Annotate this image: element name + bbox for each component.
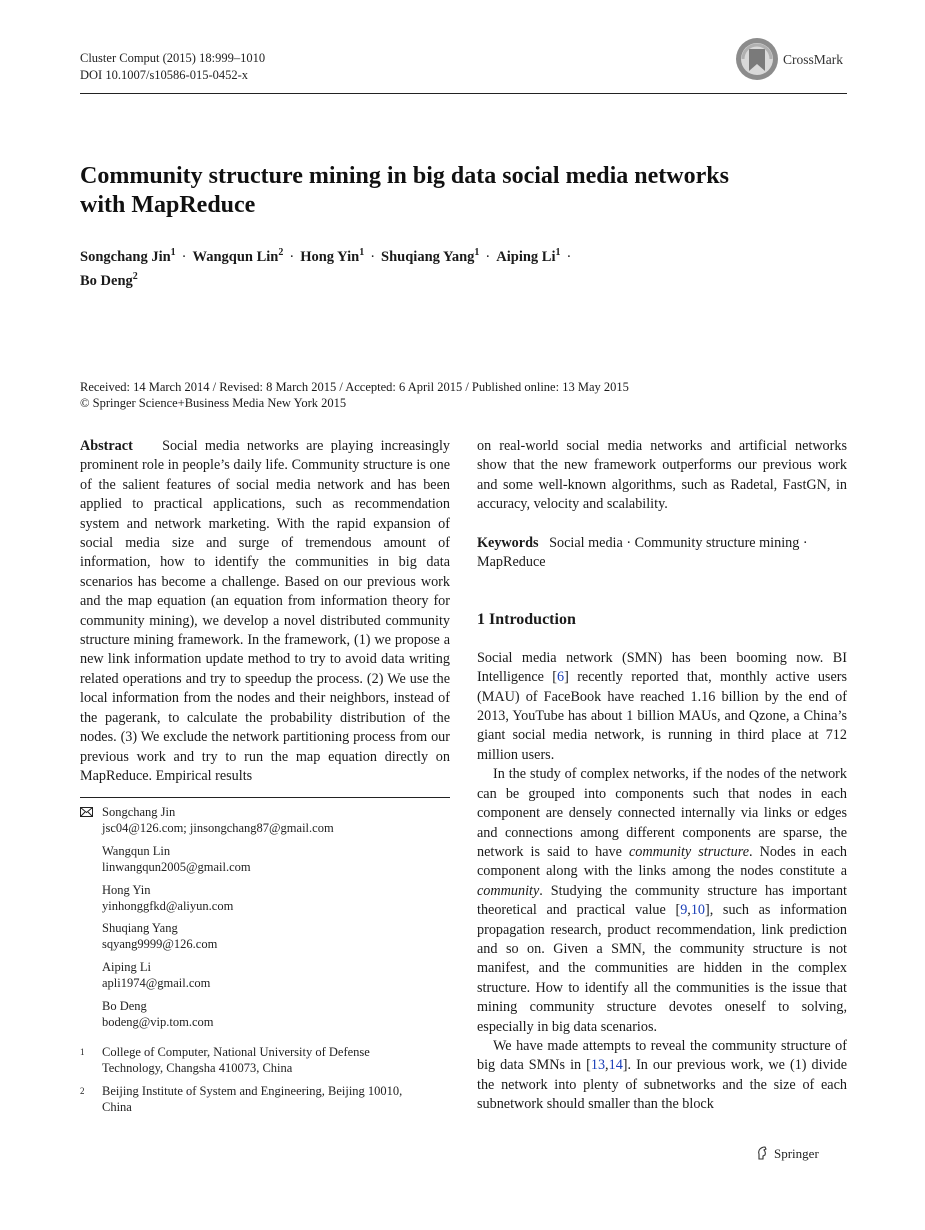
citation-link[interactable]: 14 (608, 1057, 623, 1074)
author-list (80, 243, 840, 291)
affiliation-number: 2 (80, 1086, 85, 1096)
author-line-2 (80, 267, 840, 291)
author[interactable]: Shuqiang Yang$^1$ (381, 247, 480, 265)
contact-email[interactable]: linwangqun2005@gmail.com (102, 859, 251, 874)
author[interactable]: Hong Yin$^1$ (300, 247, 365, 265)
publication-history (80, 379, 629, 411)
contact-email[interactable]: yinhonggfkd@aliyun.com (102, 898, 234, 913)
contact-name: Bo Deng (102, 999, 147, 1013)
abstract (80, 437, 450, 786)
contact-email[interactable]: sqyang9999@126.com (102, 936, 218, 951)
keywords-label: Keywords (477, 534, 539, 551)
separator: · (181, 248, 187, 265)
contact-name: Aiping Li (102, 960, 151, 974)
springer-footer (757, 1146, 819, 1162)
contact-entry (102, 960, 210, 991)
citation-link[interactable]: 13 (590, 1057, 606, 1074)
contact-name: Shuqiang Yang (102, 921, 178, 935)
affiliation-number: 1 (80, 1047, 85, 1057)
copyright-line: © Springer Science+Business Media New York 2015 (80, 396, 347, 410)
springer-horse-icon (755, 1145, 771, 1161)
contact-email[interactable]: jsc04@126.com; jinsongchang87@gmail.com (102, 820, 334, 835)
separator: · (566, 248, 572, 265)
affiliation (80, 1084, 450, 1115)
author[interactable]: Wangqun Lin$^2$ (192, 247, 284, 265)
title-line-1: Community structure mining in big data social media networks (80, 163, 729, 189)
contact-name: Songchang Jin (102, 805, 176, 819)
affiliation (80, 1045, 450, 1076)
affiliation-line: China (102, 1099, 132, 1114)
intro-paragraph-2: In the study of complex networks, if the nodes of the network can be grouped into components such that nodes in each component are densely connected internally via links or edges and connections among different components are sparse, the network is said to have community structure. Nodes in each component along with the links among the nodes constitute a community. Studying the community structure has important theoretical and practical value [9,10], such as information propagation research, product recommendation, link prediction and so on. Given a SMN, the community structure is not manifest, and the communities are hidden in the complex structure. How to identify all the communities is the issue that mining community structure devotes oneself to solving, especially in big data scenarios. (477, 766, 848, 1035)
contact-entry (102, 921, 217, 952)
separator: · (485, 248, 491, 265)
journal-citation: Cluster Comput (2015) 18:999–1010 (80, 51, 266, 65)
envelope-icon (80, 807, 93, 817)
separator: · (370, 248, 376, 265)
correspondence-block (80, 805, 450, 1115)
author[interactable]: Songchang Jin$^1$ (80, 247, 176, 265)
section-heading-introduction: 1 Introduction (477, 611, 576, 629)
contact-entry (102, 883, 233, 914)
keywords-text: Social media · Community structure mining · MapReduce (477, 534, 808, 571)
intro-paragraph-3: We have made attempts to reveal the community structure of big data SMNs in [13,14]. In our previous work, we (1) divide the network into plenty of subnetworks and the size of each subnetwork should smaller than the block (477, 1037, 847, 1113)
abstract-continuation: on real-world social media networks and artificial networks show that the new framework outperforms our previous work and some well-known algorithms, such as Radetal, FastGN, in accuracy, velocity and scalability. (477, 438, 847, 513)
separator: · (289, 248, 295, 265)
author[interactable]: Aiping Li$^1$ (496, 247, 561, 265)
crossmark-label[interactable]: CrossMark (783, 52, 843, 67)
abstract-label: Abstract (80, 438, 133, 454)
right-column (477, 437, 847, 1115)
doi[interactable]: DOI 10.1007/s10586-015-0452-x (80, 68, 249, 82)
contact-entry (102, 805, 334, 836)
keywords (477, 534, 847, 573)
contact-entry (102, 844, 251, 875)
abstract-text: Social media networks are playing increasingly prominent role in people’s daily life. Community structure is one of the salient features of social media network and has been applied to practical applications, such as recommendation system and network marketing. With the rapid expansion of social media size and surge of tremendous amount of information, how to identify the communities in big data scenarios has become a challenge. Based on our previous work and the map equation (an equation from information theory for community mining), we develop a novel distributed community structure mining framework. In the framework, (1) we propose a new link information update method to try to avoid data writing related operations and try to speedup the process. (2) We use the local information from the nodes and their neighbors, instead of the pagerank, to calculate the probability distribution of the nodes. (3) We exclude the network partitioning process from our previous work and try to run the map equation directly on MapReduce. Empirical results (80, 438, 450, 784)
contact-email[interactable]: bodeng@vip.tom.com (102, 1014, 214, 1029)
contact-name: Wangqun Lin (102, 844, 171, 858)
affiliation-line: Technology, Changsha 410073, China (102, 1060, 293, 1075)
correspondence-rule (80, 797, 450, 798)
citation-link[interactable]: 9 (680, 902, 688, 919)
contact-email[interactable]: apli1974@gmail.com (102, 975, 211, 990)
title-line-2: with MapReduce (80, 192, 256, 218)
contact-name: Hong Yin (102, 883, 151, 897)
affiliation-line: Beijing Institute of System and Engineering, Beijing 10010, (102, 1084, 403, 1098)
citation-link[interactable]: 6 (557, 669, 565, 686)
header-rule (80, 93, 847, 94)
publisher-label: Springer (774, 1146, 819, 1161)
crossmark-icon[interactable] (735, 37, 779, 81)
author-line-1 (80, 243, 840, 267)
author[interactable]: Bo Deng$^2$ (80, 270, 138, 289)
paper-title (80, 162, 840, 220)
history-line: Received: 14 March 2014 / Revised: 8 March 2015 / Accepted: 6 April 2015 / Published online: 13 May 2015 (80, 380, 629, 394)
affiliation-line: College of Computer, National University of Defense (102, 1045, 370, 1059)
intro-paragraph-1: Social media network (SMN) has been booming now. BI Intelligence [6] recently reported that, monthly active users (MAU) of FaceBook have reached 1.16 billion by the end of 2013, YouTube has about 1 billion MAUs, and Qzone, a China’s giant social media network, is running in third place at 712 million users. (477, 649, 847, 763)
contact-entry (102, 999, 214, 1030)
citation-link[interactable]: 10 (690, 902, 706, 919)
